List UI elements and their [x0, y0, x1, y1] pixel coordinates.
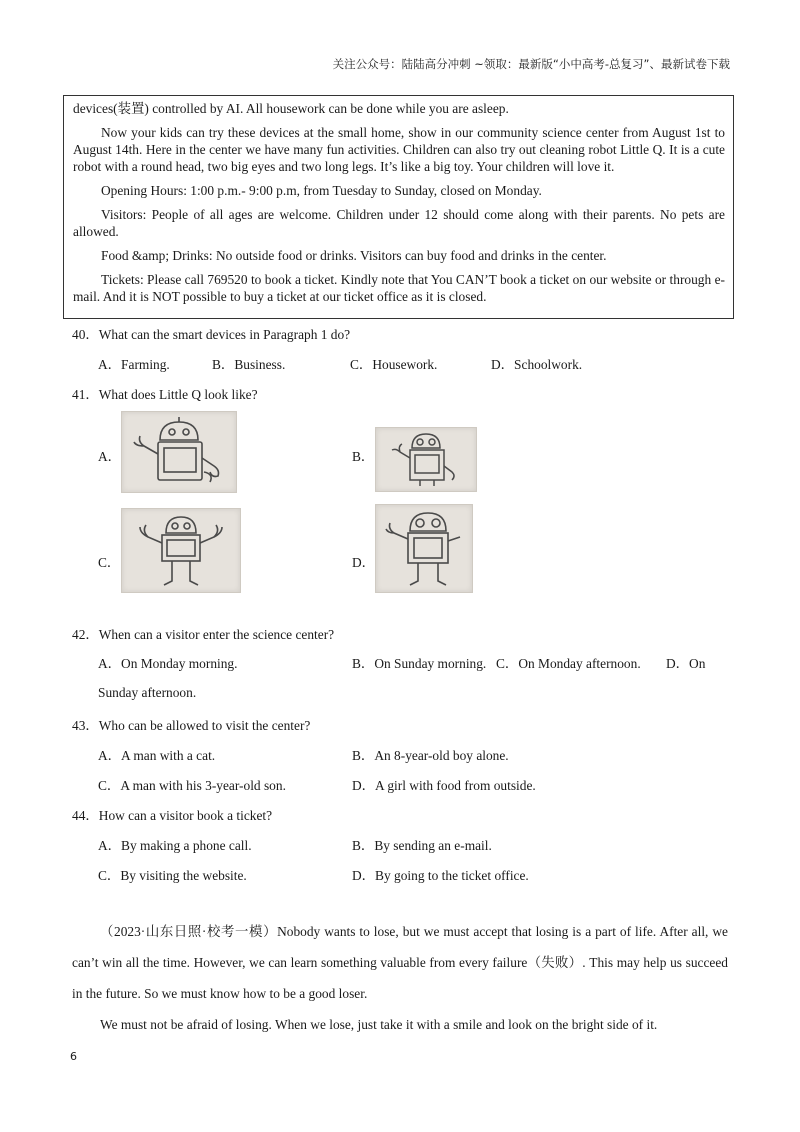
q42-option-b[interactable]: B．On Sunday morning.: [352, 656, 487, 671]
robot-c-drawing: [122, 509, 240, 592]
question-42-stem: 42．When can a visitor enter the science center?: [72, 627, 335, 642]
page-header: 关注公众号：陆陆高分冲刺 ~领取：最新版“小中高考-总复习”、最新试卷下载: [332, 57, 730, 71]
passage-paragraph-3: Opening Hours: 1:00 p.m.- 9:00 p.m, from Tuesday to Sunday, closed on Monday.: [101, 183, 542, 198]
question-41-stem: 41．What does Little Q look like?: [72, 387, 258, 402]
passage-paragraph-2: Now your kids can try these devices at the small home, show in our community science center from August 1st to August 14th. Here in the center we have many fun activities. Children can also try out cleaning robot Little Q. It is a cute robot with a round head, two big eyes and two long legs. It’s like a big toy. Your children will love it.: [73, 125, 725, 174]
question-43-stem: 43．Who can be allowed to visit the center?: [72, 718, 311, 733]
q41-option-d-label[interactable]: D．: [352, 555, 376, 570]
q42-option-d-continued[interactable]: Sunday afternoon.: [98, 685, 197, 700]
passage-paragraph-1: devices(装置) controlled by AI. All housework can be done while you are asleep.: [73, 101, 509, 116]
page-number: 6: [70, 1050, 77, 1063]
q41-option-a-label[interactable]: A．: [98, 449, 122, 464]
second-passage-paragraph-1: （2023·山东日照·校考一模）Nobody wants to lose, but we must accept that losing is a part of life. After all, we can’t win all the time. However, we can learn something valuable from every failure（失败）. This may help us succeed in the future. So we must know how to be a good loser.: [72, 924, 728, 1001]
robot-picture-b[interactable]: [375, 427, 477, 492]
robot-b-drawing: [376, 428, 476, 491]
robot-picture-d[interactable]: [375, 504, 473, 593]
q44-option-a[interactable]: A．By making a phone call.: [98, 838, 252, 853]
q42-option-c[interactable]: C．On Monday afternoon.: [496, 656, 641, 671]
passage-box: [63, 95, 734, 319]
q42-option-a[interactable]: A．On Monday morning.: [98, 656, 238, 671]
question-44-stem: 44．How can a visitor book a ticket?: [72, 808, 273, 823]
q44-option-b[interactable]: B．By sending an e-mail.: [352, 838, 492, 853]
passage-paragraph-4: Visitors: People of all ages are welcome. Children under 12 should come along with their parents. No pets are allowed.: [73, 207, 725, 239]
q43-option-d[interactable]: D．A girl with food from outside.: [352, 778, 536, 793]
q40-option-d[interactable]: D．Schoolwork.: [491, 357, 583, 372]
robot-d-drawing: [376, 505, 472, 592]
q44-option-d[interactable]: D．By going to the ticket office.: [352, 868, 529, 883]
q44-option-c[interactable]: C．By visiting the website.: [98, 868, 247, 883]
passage-paragraph-5: Food &amp; Drinks: No outside food or drinks. Visitors can buy food and drinks in the center.: [101, 248, 607, 263]
robot-picture-a[interactable]: [121, 411, 237, 493]
q40-option-a[interactable]: A．Farming.: [98, 357, 170, 372]
q41-option-c-label[interactable]: C．: [98, 555, 121, 570]
robot-picture-c[interactable]: [121, 508, 241, 593]
q40-option-c[interactable]: C．Housework.: [350, 357, 438, 372]
q43-option-a[interactable]: A．A man with a cat.: [98, 748, 216, 763]
q42-option-d[interactable]: D．On: [666, 656, 706, 671]
q41-option-b-label[interactable]: B．: [352, 449, 375, 464]
second-passage-paragraph-2: We must not be afraid of losing. When we lose, just take it with a smile and look on the bright side of it.: [100, 1017, 658, 1032]
robot-a-drawing: [122, 412, 236, 492]
passage-paragraph-6: Tickets: Please call 769520 to book a ticket. Kindly note that You CAN’T book a ticket on our website or through e-mail. And it is NOT possible to buy a ticket at our ticket office as it is closed.: [73, 272, 725, 304]
q43-option-b[interactable]: B．An 8-year-old boy alone.: [352, 748, 509, 763]
q43-option-c[interactable]: C．A man with his 3-year-old son.: [98, 778, 286, 793]
question-40-stem: 40．What can the smart devices in Paragraph 1 do?: [72, 327, 351, 342]
second-passage: [72, 916, 728, 1040]
q40-option-b[interactable]: B．Business.: [212, 357, 286, 372]
